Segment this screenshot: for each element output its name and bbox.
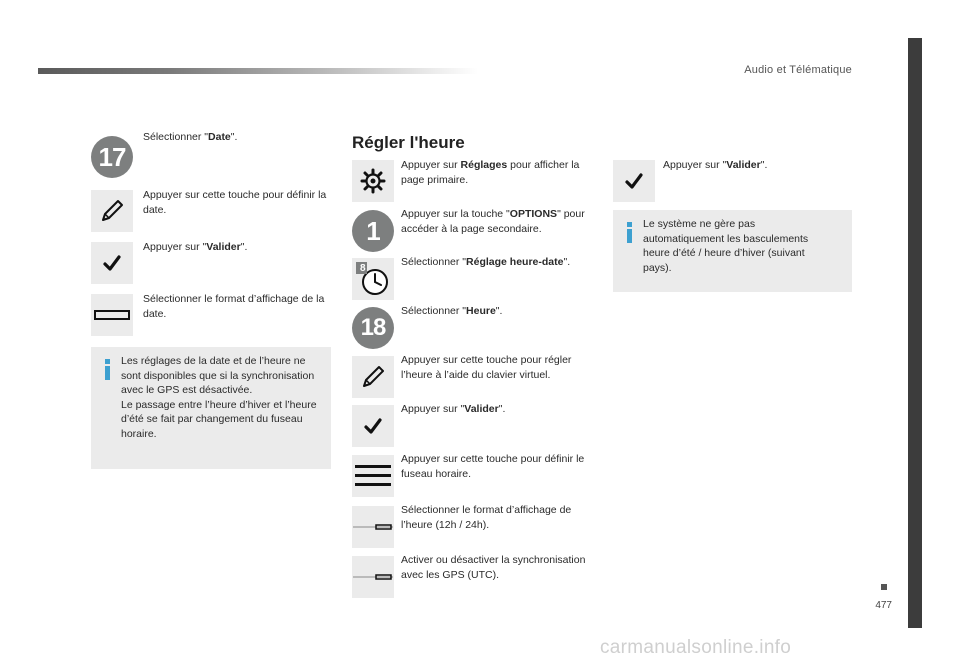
- date-pencil-text: Appuyer sur cette touche pour définir la date.: [143, 189, 327, 216]
- valider-button[interactable]: [91, 242, 133, 284]
- pencil-icon: [99, 198, 125, 224]
- gps-sync-button[interactable]: [352, 556, 394, 598]
- heure-pencil-button[interactable]: [352, 356, 394, 398]
- right-valider-text: Appuyer sur "Valider".: [663, 159, 768, 171]
- menu-lines-icon: [355, 462, 391, 490]
- pencil-icon: [360, 364, 386, 390]
- right-valider-button[interactable]: [613, 160, 655, 202]
- page-edge-strip: [908, 38, 922, 628]
- date-valider-text: Appuyer sur "Valider".: [143, 241, 248, 253]
- date-info-text: Les réglages de la date et de l’heure ne sont disponibles que si la synchronisation avec le GPS est désactivée. Le passage entre l’heure d’hiver et l’heure d’été se fait par changement du fuseau horaire.: [121, 355, 317, 440]
- reglages-button[interactable]: [352, 160, 394, 202]
- clock-step-badge: 8: [360, 263, 366, 274]
- info-icon: [623, 222, 637, 244]
- heure-format-button[interactable]: [352, 506, 394, 548]
- page-number: 477: [875, 600, 892, 611]
- step-17-text: Sélectionner "Date".: [143, 131, 238, 143]
- heure-valider-button[interactable]: [352, 405, 394, 447]
- fuseau-horaire-text: Appuyer sur cette touche pour définir le fuseau horaire.: [401, 453, 585, 480]
- dst-info-box: [613, 210, 852, 292]
- step-1-badge: 1: [352, 210, 394, 252]
- gps-sync-text: Activer ou désactiver la synchronisation avec les GPS (UTC).: [401, 554, 586, 581]
- section-title: Régler l'heure: [352, 133, 465, 152]
- gear-icon: [360, 168, 386, 194]
- step-18-badge: 18: [352, 307, 394, 349]
- heure-pencil-text: Appuyer sur cette touche pour régler l’heure à l’aide du clavier virtuel.: [401, 354, 572, 381]
- slider-icon: [353, 572, 393, 582]
- checkmark-icon: [363, 416, 383, 436]
- info-icon: [101, 359, 115, 381]
- heure-text: Sélectionner "Heure".: [401, 305, 503, 317]
- reglages-text: Appuyer sur Réglages pour afficher la page primaire.: [401, 159, 580, 186]
- date-format-button[interactable]: [91, 294, 133, 336]
- step-17-badge: 17: [91, 136, 133, 178]
- header-title: Audio et Télématique: [744, 64, 852, 76]
- page-number-marker: [881, 584, 887, 590]
- pencil-button[interactable]: [91, 190, 133, 232]
- reglage-heure-date-text: Sélectionner "Réglage heure-date".: [401, 256, 571, 268]
- dst-info-text: Le système ne gère pas automatiquement les basculements heure d’été / heure d’hiver (suivant pays).: [643, 218, 809, 274]
- checkmark-icon: [102, 253, 122, 273]
- date-info-box: [91, 347, 331, 469]
- heure-format-text: Sélectionner le format d’affichage de l’heure (12h / 24h).: [401, 504, 572, 531]
- heure-valider-text: Appuyer sur "Valider".: [401, 403, 506, 415]
- reglage-heure-date-button[interactable]: [352, 258, 394, 300]
- watermark: carmanualsonline.info: [600, 637, 792, 658]
- options-text: Appuyer sur la touche "OPTIONS" pour accéder à la page secondaire.: [401, 208, 585, 235]
- fuseau-horaire-button[interactable]: [352, 455, 394, 497]
- checkmark-icon: [624, 171, 644, 191]
- format-selector-icon: [93, 308, 131, 322]
- slider-icon: [353, 522, 393, 532]
- header-gradient-bar: [38, 68, 478, 74]
- date-format-text: Sélectionner le format d’affichage de la date.: [143, 293, 325, 320]
